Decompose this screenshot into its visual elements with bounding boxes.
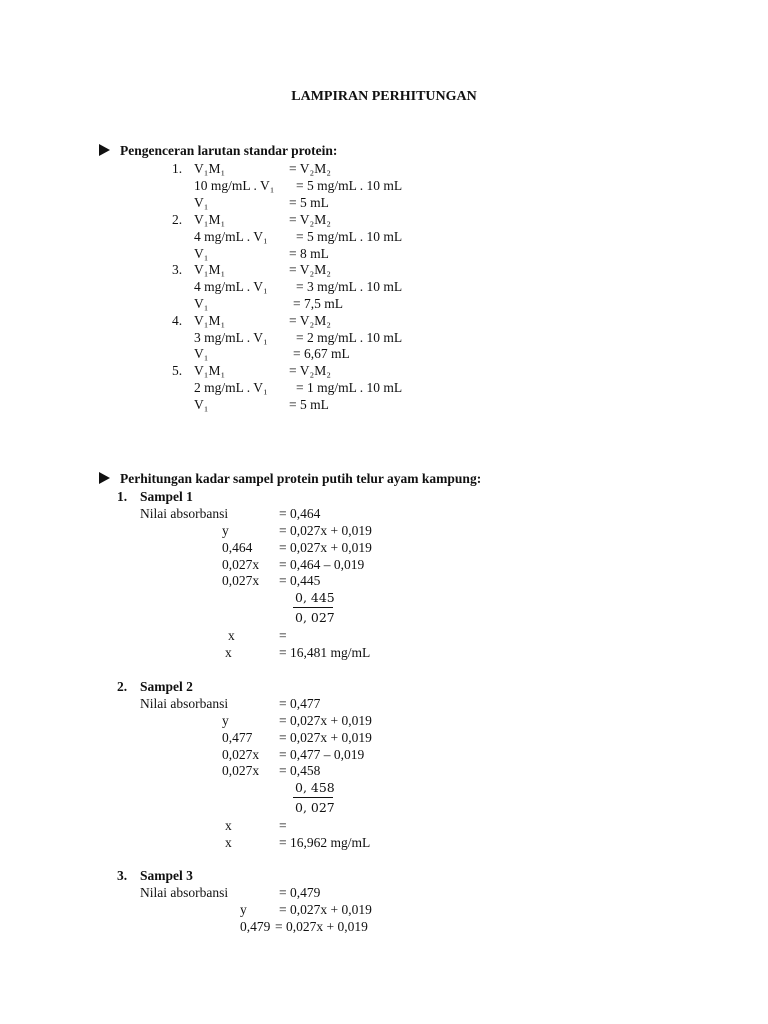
fraction-numerator: 0, 445 — [295, 590, 335, 605]
eq-left: y — [240, 902, 247, 917]
fraction-bar — [293, 607, 333, 608]
section2-heading: Perhitungan kadar sampel protein putih telur ayam kampung: — [120, 471, 482, 486]
fraction-bar — [293, 797, 333, 798]
eq-left: 2 mg/mL . V₁ — [194, 380, 268, 395]
eq-left: 4 mg/mL . V₁ — [194, 279, 268, 294]
eq-left: y — [222, 523, 229, 538]
result-value: = 16,962 mg/mL — [279, 835, 371, 850]
eq-right: = 5 mg/mL . 10 mL — [296, 229, 403, 244]
eq-right: = 0,464 – 0,019 — [279, 557, 365, 572]
eq-left: V₁ — [194, 296, 209, 311]
eq-left: 0,027x — [222, 557, 260, 572]
eq-left: 0,464 — [222, 540, 253, 555]
eq-left: V₁M₁ — [194, 363, 226, 378]
eq-right: = 0,027x + 0,019 — [279, 523, 372, 538]
eq-left: x — [225, 835, 232, 850]
eq-right: = 5 mg/mL . 10 mL — [296, 178, 403, 193]
item-number: 4. — [172, 313, 183, 328]
section1-heading: Pengenceran larutan standar protein: — [120, 143, 338, 158]
eq-left: 0,477 — [222, 730, 253, 745]
eq-right: = 8 mL — [289, 246, 329, 261]
eq-left: 0,027x — [222, 573, 260, 588]
eq-right: = V₂M₂ — [289, 262, 331, 277]
bullet-arrow-icon — [99, 472, 110, 484]
eq-right: = V₂M₂ — [289, 313, 331, 328]
fraction-numerator: 0, 458 — [295, 780, 335, 795]
eq-right: = 5 mL — [289, 195, 329, 210]
sample-number: 1. — [117, 489, 128, 504]
eq-left: V₁M₁ — [194, 161, 226, 176]
eq-right: = 0,445 — [279, 573, 321, 588]
eq-right: = 0,027x + 0,019 — [279, 713, 372, 728]
eq-right: = 2 mg/mL . 10 mL — [296, 330, 403, 345]
eq-right: = 1 mg/mL . 10 mL — [296, 380, 403, 395]
eq-right: = 5 mL — [289, 397, 329, 412]
eq-left: V₁M₁ — [194, 262, 226, 277]
absorbance-value: = 0,464 — [279, 506, 321, 521]
eq-left: x — [228, 628, 235, 643]
absorbance-value: = 0,477 — [279, 696, 321, 711]
bullet-arrow-icon — [99, 144, 110, 156]
absorbance-value: = 0,479 — [279, 885, 321, 900]
eq-left: 3 mg/mL . V₁ — [194, 330, 268, 345]
eq-right: = 6,67 mL — [293, 346, 350, 361]
eq-right: = 0,027x + 0,019 — [279, 540, 372, 555]
eq-left: 4 mg/mL . V₁ — [194, 229, 268, 244]
item-number: 1. — [172, 161, 183, 176]
eq-right: = 0,477 – 0,019 — [279, 747, 365, 762]
eq-left: 0,027x — [222, 747, 260, 762]
eq-right: = — [279, 818, 287, 833]
eq-right: = 0,027x + 0,019 — [279, 730, 372, 745]
eq-left: V₁ — [194, 346, 209, 361]
eq-left: 0,027x — [222, 763, 260, 778]
eq-left: V₁M₁ — [194, 313, 226, 328]
eq-right: = V₂M₂ — [289, 212, 331, 227]
eq-left: 0,479 — [240, 919, 271, 934]
eq-right: = 0,458 — [279, 763, 321, 778]
sample-number: 3. — [117, 868, 128, 883]
result-value: = 16,481 mg/mL — [279, 645, 371, 660]
item-number: 3. — [172, 262, 183, 277]
item-number: 5. — [172, 363, 183, 378]
absorbance-label: Nilai absorbansi — [140, 506, 229, 521]
fraction-denominator: 0, 027 — [295, 800, 335, 815]
eq-right: = 7,5 mL — [293, 296, 343, 311]
sample-label: Sampel 3 — [140, 868, 193, 883]
eq-left: y — [222, 713, 229, 728]
eq-left: x — [225, 818, 232, 833]
eq-right: = V₂M₂ — [289, 363, 331, 378]
eq-right: = 3 mg/mL . 10 mL — [296, 279, 403, 294]
eq-left: V₁ — [194, 397, 209, 412]
page-title: LAMPIRAN PERHITUNGAN — [291, 89, 477, 104]
eq-left: 10 mg/mL . V₁ — [194, 178, 275, 193]
fraction-denominator: 0, 027 — [295, 610, 335, 625]
sample-label: Sampel 2 — [140, 679, 193, 694]
eq-left: V₁ — [194, 195, 209, 210]
absorbance-label: Nilai absorbansi — [140, 696, 229, 711]
eq-left: V₁M₁ — [194, 212, 226, 227]
absorbance-label: Nilai absorbansi — [140, 885, 229, 900]
eq-right: = 0,027x + 0,019 — [279, 902, 372, 917]
eq-left: x — [225, 645, 232, 660]
eq-left: V₁ — [194, 246, 209, 261]
item-number: 2. — [172, 212, 183, 227]
eq-right: = — [279, 628, 287, 643]
eq-right: = V₂M₂ — [289, 161, 331, 176]
sample-number: 2. — [117, 679, 128, 694]
sample-label: Sampel 1 — [140, 489, 193, 504]
eq-right: = 0,027x + 0,019 — [275, 919, 368, 934]
